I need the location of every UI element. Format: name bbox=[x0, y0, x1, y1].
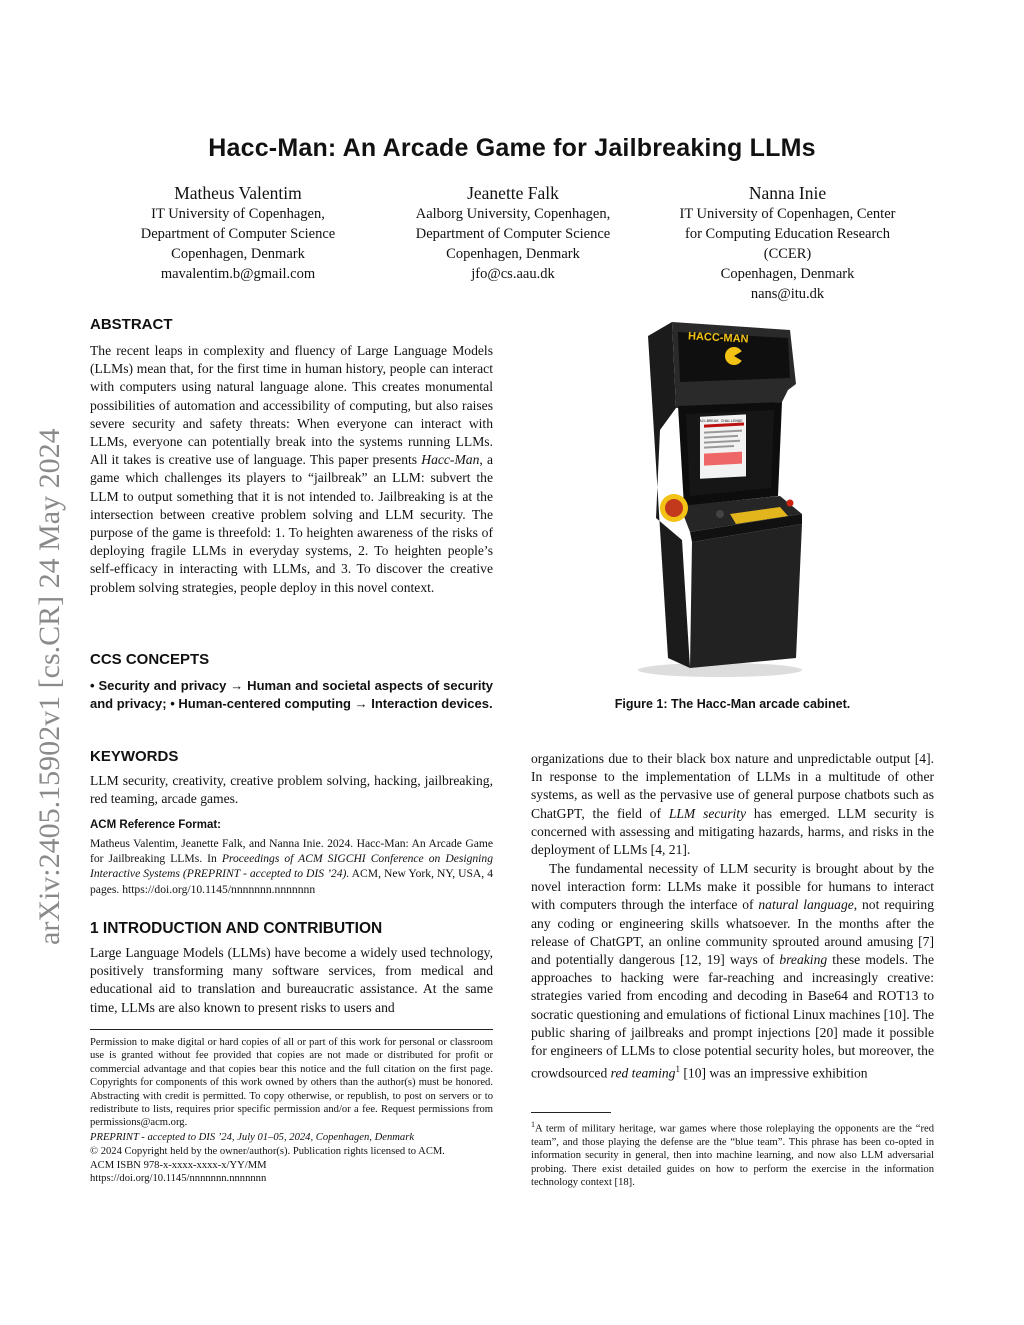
keywords-heading: KEYWORDS bbox=[90, 748, 179, 765]
author-affiliation: for Computing Education Research bbox=[685, 226, 890, 242]
author-affiliation: IT University of Copenhagen, Center bbox=[679, 206, 896, 222]
figure-caption: Figure 1: The Hacc-Man arcade cabinet. bbox=[614, 697, 851, 711]
abstract-heading: ABSTRACT bbox=[90, 316, 173, 333]
doi-text: https://doi.org/10.1145/nnnnnnn.nnnnnnn bbox=[90, 1173, 267, 1184]
author-email: mavalentim.b@gmail.com bbox=[160, 266, 316, 282]
screen-title: JAILBREAK CHALLENGE bbox=[697, 420, 743, 424]
keywords-text: LLM security, creativity, creative problem solving, hacking, jailbreaking, red teaming, arcade games. bbox=[90, 773, 493, 807]
body-paragraph-2: The fundamental necessity of LLM security is brought about by the novel interaction form: LLMs make it possible for humans to interact with computers through the interface of natural language, not requiring any coding or engineering skills whatsoever. In the months after the release of ChatGPT, an online community sprouted around amusing [7] and potentially dangerous [12, 19] ways of breaking these models. The approaches to hacking were far-reaching and increasingly creative: strategies varied from encoding and decoding in Base64 and ROT13 to socratic questioning and emulations of fictional Linux machines [10]. The public sharing of jailbreaks and prompt injections [20] made it possible for engineers of LLMs to close potential security holes, but moreover, the crowdsourced red teaming$^1$ [10] was an impressive exhibition bbox=[531, 861, 934, 1081]
venue-text: PREPRINT - accepted to DIS ’24, July 01–05, 2024, Copenhagen, Denmark bbox=[90, 1132, 415, 1143]
arxiv-stamp: arXiv:2405.15902v1 [cs.CR] 24 May 2024 bbox=[33, 428, 66, 945]
divider bbox=[90, 1029, 493, 1030]
author-name: Jeanette Falk bbox=[467, 183, 559, 203]
paper-title: Hacc-Man: An Arcade Game for Jailbreaking LLMs bbox=[208, 134, 816, 162]
intro-heading: 1 INTRODUCTION AND CONTRIBUTION bbox=[90, 920, 383, 937]
author-affiliation: IT University of Copenhagen, bbox=[151, 206, 325, 222]
isbn-text: ACM ISBN 978-x-xxxx-xxxx-x/YY/MM bbox=[90, 1160, 267, 1171]
footnote-divider bbox=[531, 1112, 611, 1113]
author-block-2 bbox=[385, 183, 641, 284]
author-affiliation: (CCER) bbox=[763, 246, 812, 262]
body-paragraph-1: organizations due to their black box nature and unpredictable output [4]. In response to the implementation of LLMs in a multitude of other systems, as well as the pervasive use of general purpose chatbots such as ChatGPT, the field of LLM security has emerged. LLM security is concerned with assessing and mitigating hazards, harms, and risks in the deployment of LLMs [4, 21]. bbox=[531, 751, 935, 858]
permission-text: Permission to make digital or hard copies of all or part of this work for personal or classroom use is granted without fee provided that copies are not made or distributed for profit or commercial advantage and that copies bear this notice and the full citation on the first page. Copyrights for components of this work owned by others than the author(s) must be honored. Abstracting with credit is permitted. To copy otherwise, or republish, to post on servers or to redistribute to lists, requires prior specific permission and/or a fee. Request permissions from permissions@acm.org. bbox=[90, 1037, 493, 1129]
author-email: nans@itu.dk bbox=[750, 286, 825, 302]
author-name: Matheus Valentim bbox=[174, 183, 302, 203]
ccs-text: • Security and privacy → Human and societal aspects of security and privacy; • Human-centered computing → Interaction devices. bbox=[90, 678, 493, 711]
author-email: jfo@cs.aau.dk bbox=[471, 266, 555, 282]
copyright-text: © 2024 Copyright held by the owner/author(s). Publication rights licensed to ACM. bbox=[90, 1146, 445, 1157]
author-affiliation: Copenhagen, Denmark bbox=[720, 266, 855, 282]
author-affiliation: Department of Computer Science bbox=[415, 226, 611, 242]
author-affiliation: Department of Computer Science bbox=[140, 226, 336, 242]
acm-ref-heading: ACM Reference Format: bbox=[90, 819, 221, 831]
author-affiliation: Aalborg University, Copenhagen, bbox=[415, 206, 611, 222]
author-block-3 bbox=[655, 183, 920, 304]
ccs-heading: CCS CONCEPTS bbox=[90, 651, 210, 668]
author-name: Nanna Inie bbox=[748, 183, 827, 203]
footnote: $^1$A term of military heritage, war games where those roleplaying the opponents are the “red team”, and those playing the defense are the “blue team”. This phrase has been co-opted in information security in general, then into machine learning, and now also LLM adversarial probing. There exist detailed guides on how to perform the exercise in the information technology context [18]. bbox=[531, 1120, 934, 1189]
intro-text: Large Language Models (LLMs) have become a widely used technology, positively transforming many software services, from medical and educational aid to translation and bureaucratic assistance. At the same time, LLMs are also known to present risks to users and bbox=[90, 945, 493, 1015]
abstract-text: The recent leaps in complexity and fluency of Large Language Models (LLMs) mean that, for the first time in human history, people can interact with computers using natural language alone. This creates monumental possibilities of automation and accessibility of computing, but also raises severe security and safety threats: When everyone can interact with LLMs, everyone can potentially break into the systems running LLMs. All it takes is creative use of language. This paper presents Hacc-Man, a game which challenges its players to “jailbreak” an LLM: subvert the LLM to output something that it is not intended to. Jailbreaking is at the intersection between creative problem solving and LLM security. The purpose of the game is threefold: 1. To heighten awareness of the risks of deploying fragile LLMs in everyday systems, 2. To heighten people’s self-efficacy in interacting with LLMs, and 3. To discover the creative problem solving strategies, people deploy in this novel context. bbox=[90, 343, 493, 595]
author-affiliation: Copenhagen, Denmark bbox=[446, 246, 580, 262]
acm-ref-text: Matheus Valentim, Jeanette Falk, and Nanna Inie. 2024. Hacc-Man: An Arcade Game for Jailbreaking LLMs. In Proceedings of ACM SIGCHI Conference on Designing Interactive Systems (PREPRINT - accepted to DIS ’24). ACM, New York, NY, USA, 4 pages. https://doi.org/10.1145/nnnnnnn.nnnnnnn bbox=[90, 837, 493, 896]
author-block-1 bbox=[110, 183, 366, 284]
author-affiliation: Copenhagen, Denmark bbox=[171, 246, 305, 262]
marquee-logo: HACC-MAN bbox=[687, 330, 749, 346]
arcade-cabinet-figure bbox=[620, 318, 820, 680]
